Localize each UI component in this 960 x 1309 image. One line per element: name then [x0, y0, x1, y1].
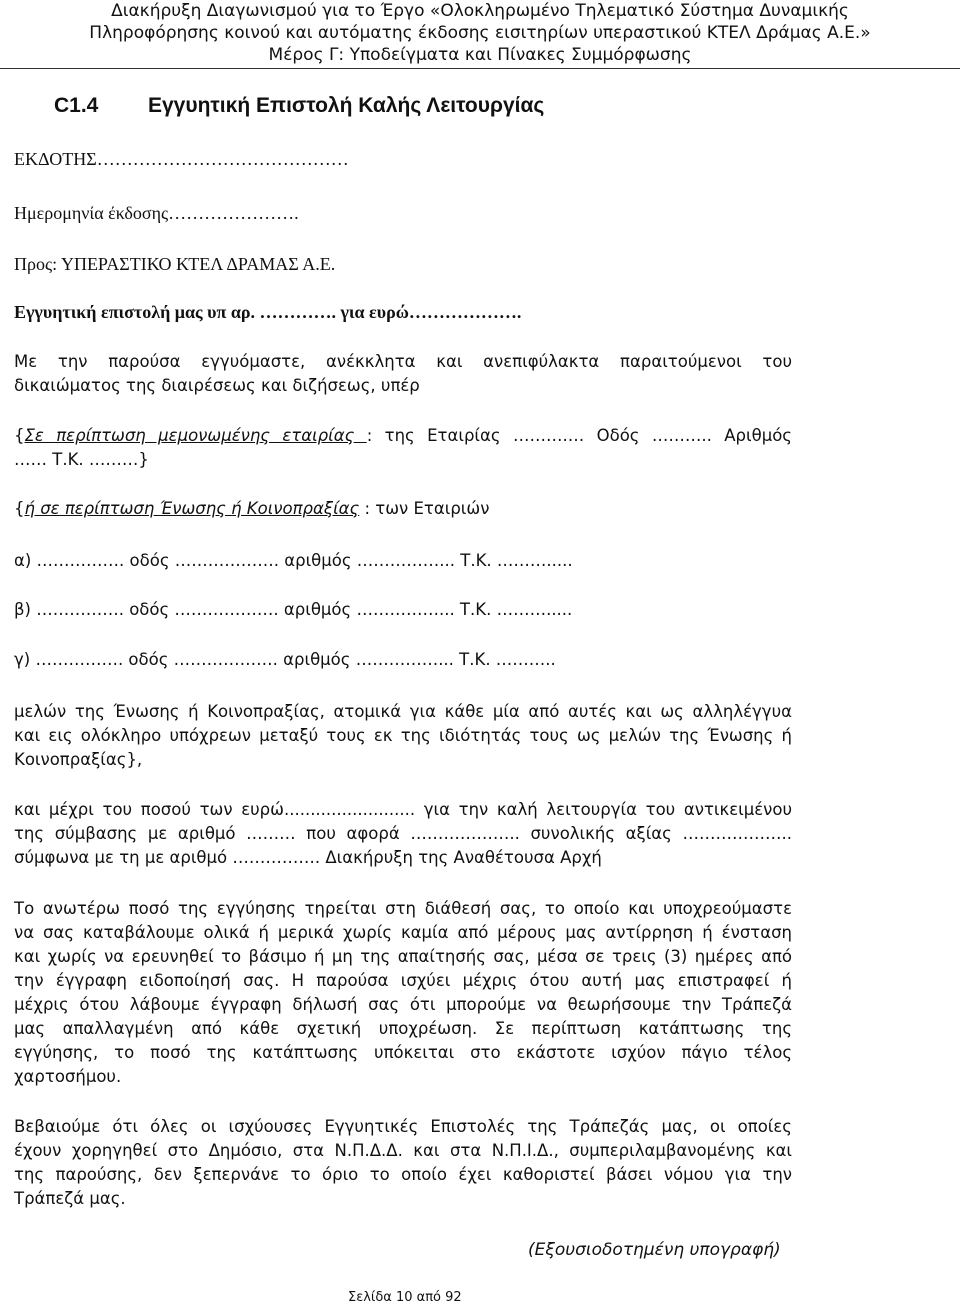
- single-company-clause: [14, 424, 792, 472]
- joint-venture-label: ή σε περίπτωση Ένωσης ή Κοινοπραξίας: [24, 499, 360, 518]
- confirmation-line: Βεβαιούμε ότι όλες οι ισχύουσες Εγγυητικές Επιστολές της Τράπεζάς μας, οι οποίες: [14, 1117, 792, 1136]
- confirmation-line: της παρούσης, δεν ξεπερνάνε το όριο το οποίο έχει καθοριστεί βάσει νόμου για την: [14, 1165, 792, 1184]
- members-paragraph: [14, 700, 792, 772]
- joint-venture-rest: : των Εταιριών: [359, 499, 490, 518]
- single-company-line-1: [14, 424, 792, 448]
- joint-venture-clause: [14, 497, 489, 521]
- intro-line-1: Με την παρούσα εγγυόμαστε, ανέκκλητα και ανεπιφύλακτα παραιτούμενοι του: [14, 352, 792, 371]
- terms-line: μέχρις ότου λάβουμε έγγραφη δήλωσή σας ότι μπορούμε να θεωρήσουμε την Τράπεζά: [14, 995, 792, 1014]
- members-line-3: Κοινοπραξίας},: [14, 750, 143, 769]
- amount-line-3: σύμφωνα με τη με αριθμό ……………. Διακήρυξη της Αναθέτουσα Αρχή: [14, 848, 602, 867]
- members-line-2: και εις ολόκληρο υπόχρεων μεταξύ τους εκ της ιδιότητάς τους ως μελών της Ένωσης ή: [14, 726, 792, 745]
- single-company-rest: : της Εταιρίας ……….… Οδός ……….. Αριθμός: [366, 426, 792, 445]
- single-company-label: Σε περίπτωση μεμονωμένης εταιρίας: [24, 426, 367, 445]
- brace-open: {: [14, 499, 25, 518]
- terms-line: να σας καταβάλουμε ολικά ή μερικά χωρίς καμία από μέρους μας αντίρρηση ή ένσταση: [14, 923, 792, 942]
- header-line-3: Μέρος Γ: Υποδείγματα και Πίνακες Συμμόρφωσης: [268, 45, 692, 65]
- amount-line-1: και μέχρι του ποσού των ευρώ......................... για την καλή λειτουργία του αντικειμένου: [14, 800, 792, 819]
- terms-line: Το ανωτέρω ποσό της εγγύησης τηρείται στη διάθεσή σας, το οποίο και υποχρεούμαστε: [14, 899, 792, 918]
- section-number: C1.4: [54, 94, 99, 117]
- terms-line: και χωρίς να ερευνηθεί το βάσιμο ή μη της απαίτησής σας, μέσα σε τρεις (3) ημέρες από: [14, 947, 792, 966]
- brace-open: {: [14, 426, 25, 445]
- page-header: [0, 0, 960, 69]
- issue-date-line: Ημερομηνία έκδοσης………………….: [14, 203, 299, 223]
- members-line-1: μελών της Ένωσης ή Κοινοπραξίας, ατομικά για κάθε μία από αυτές και ως αλληλέγγυα: [14, 702, 792, 721]
- issuer-line: ΕΚΔΟΤΗΣ……………………………………: [14, 149, 349, 169]
- header-line-1: Διακήρυξη Διαγωνισμού για το Έργο «Ολοκληρωμένο Τηλεματικό Σύστημα Δυναμικής: [111, 1, 849, 21]
- intro-paragraph: [14, 350, 792, 398]
- terms-line: μας απαλλαγμένη από κάθε σχετική υποχρέωση. Σε περίπτωση κατάπτωσης της: [14, 1019, 792, 1038]
- guarantee-reference: Εγγυητική επιστολή μας υπ αρ. …………. για ευρώ……………….: [14, 302, 522, 322]
- amount-line-2: της σύμβασης με αριθμό ……… που αφορά ……………….. συνολικής αξίας ………………..: [14, 824, 792, 843]
- recipient-line: Προς: ΥΠΕΡΑΣΤΙΚΟ ΚΤΕΛ ΔΡΑΜΑΣ Α.Ε.: [14, 254, 336, 274]
- confirmation-line: Τράπεζά μας.: [14, 1189, 126, 1208]
- terms-line: χαρτοσήμου.: [14, 1067, 122, 1086]
- member-b-line: β) ……………. οδός ………………. αριθμός ……………... Τ.Κ. ……….....: [14, 600, 573, 619]
- bank-confirmation-paragraph: [14, 1115, 792, 1211]
- terms-line: την έγγραφη ειδοποίησή σας. Η παρούσα ισχύει μέχρις ότου αυτή μας επιστραφεί ή: [14, 971, 792, 990]
- single-company-line-2: …… Τ.Κ. ………}: [14, 450, 149, 469]
- page-number-footer: Σελίδα 10 από 92: [348, 1290, 462, 1305]
- confirmation-line: έχουν χορηγηθεί στο Δημόσιο, στα Ν.Π.Δ.Δ. και στα Ν.Π.Ι.Δ., συμπεριλαμβανομένης και: [14, 1141, 792, 1160]
- member-c-line: γ) ……………. οδός ………………. αριθμός ……………... Τ.Κ. ………..: [14, 650, 556, 669]
- amount-paragraph: [14, 798, 792, 870]
- guarantee-terms-paragraph: [14, 897, 792, 1089]
- terms-line: εγγύησης, το ποσό της κατάπτωσης υπόκειται στο εκάστοτε ισχύον πάγιο τέλος: [14, 1043, 792, 1062]
- member-a-line: α) ……………. οδός ………………. αριθμός ……………... Τ.Κ. ……….....: [14, 551, 573, 570]
- section-heading: [54, 94, 544, 118]
- authorized-signature: (Εξουσιοδοτημένη υπογραφή): [528, 1240, 781, 1260]
- header-line-2: Πληροφόρησης κοινού και αυτόματης έκδοσης εισιτηρίων υπεραστικού ΚΤΕΛ Δράμας Α.Ε.»: [89, 23, 871, 43]
- intro-line-2: δικαιώματος της διαιρέσεως και διζήσεως, υπέρ: [14, 376, 420, 395]
- section-title: Εγγυητική Επιστολή Καλής Λειτουργίας: [148, 94, 545, 117]
